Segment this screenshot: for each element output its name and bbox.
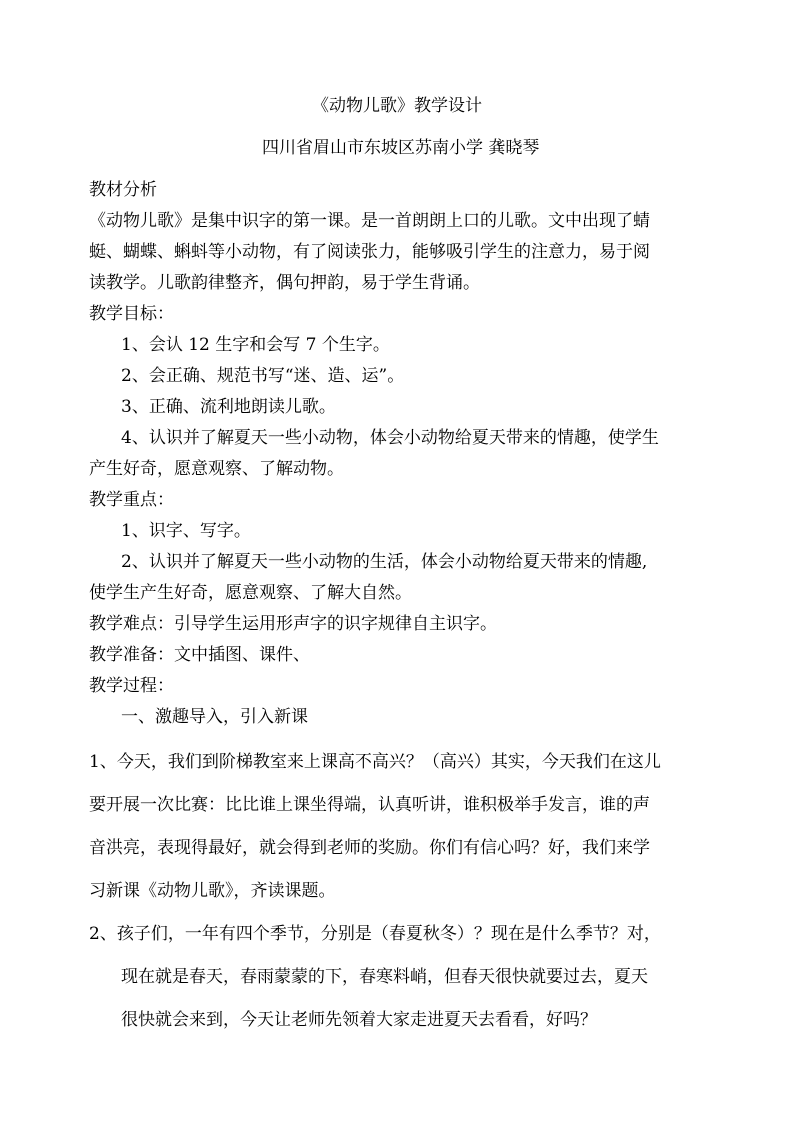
section-heading-preparation: 教学准备：文中插图、课件、: [89, 645, 310, 665]
list-item: 1、识字、写字。: [121, 521, 251, 541]
paragraph-line: 现在就是春天，春雨蒙蒙的下，春寒料峭，但春天很快就要过去，夏天: [121, 967, 648, 987]
section-heading-goals: 教学目标：: [89, 304, 174, 324]
section-heading-difficulty: 教学难点：引导学生运用形声字的识字规律自主识字。: [89, 614, 497, 634]
paragraph-line: 1、今天，我们到阶梯教室来上课高不高兴？（高兴）其实，今天我们在这儿: [89, 752, 661, 772]
paragraph-line: 要开展一次比赛：比比谁上课坐得端，认真听讲，谁积极举手发言，谁的声: [89, 795, 650, 815]
paragraph-line: 音洪亮，表现得最好，就会得到老师的奖励。你们有信心吗？好，我们来学: [89, 838, 650, 858]
section-heading-materials: 教材分析: [89, 180, 157, 200]
section-heading-process: 教学过程：: [89, 676, 174, 696]
paragraph-line: 蜓、蝴蝶、蝌蚪等小动物，有了阅读张力，能够吸引学生的注意力，易于阅: [89, 242, 650, 262]
subsection-heading: 一、激趣导入，引入新课: [121, 707, 308, 727]
paragraph-line: 产生好奇，愿意观察、了解动物。: [89, 459, 344, 479]
paragraph-line: 读教学。儿歌韵律整齐，偶句押韵，易于学生背诵。: [89, 273, 480, 293]
list-item: 4、认识并了解夏天一些小动物，体会小动物给夏天带来的情趣，使学生: [121, 428, 659, 448]
list-item: 3、正确、流利地朗读儿歌。: [121, 397, 336, 417]
paragraph-line: 很快就会来到，今天让老师先领着大家走进夏天去看看，好吗？: [121, 1010, 597, 1030]
paragraph-line: 使学生产生好奇，愿意观察、了解大自然。: [89, 583, 412, 603]
paragraph-line: 2、孩子们，一年有四个季节，分别是（春夏秋冬）？现在是什么季节？对，: [89, 924, 661, 944]
document-author: 四川省眉山市东坡区苏南小学 龚晓琴: [262, 138, 540, 158]
list-item: 2、会正确、规范书写“迷、造、运”。: [121, 366, 405, 386]
document-title: 《动物儿歌》教学设计: [312, 96, 482, 116]
list-item: 1、会认 12 生字和会写 7 个生字。: [121, 335, 390, 355]
paragraph-line: 《动物儿歌》是集中识字的第一课。是一首朗朗上口的儿歌。文中出现了蜻: [89, 211, 650, 231]
section-heading-key-points: 教学重点：: [89, 490, 174, 510]
list-item: 2、认识并了解夏天一些小动物的生活，体会小动物给夏天带来的情趣,: [121, 552, 648, 572]
paragraph-line: 习新课《动物儿歌》，齐读课题。: [89, 881, 336, 901]
